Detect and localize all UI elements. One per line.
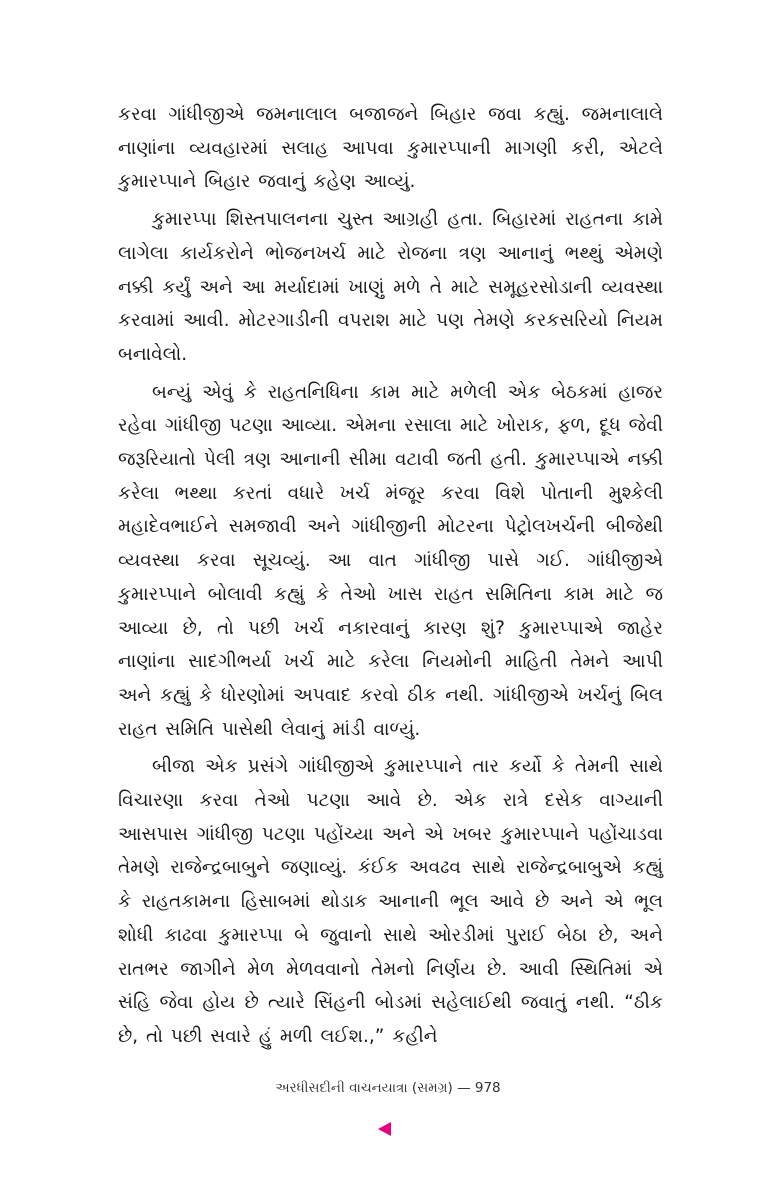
paragraph-1: કરવા ગાંધીજીએ જમનાલાલ બજાજને બિહાર જવા કહ્યું. જમનાલાલે નાણાંના વ્યવહારમાં સલાહ આપવા કુમારપ્પાની માગણી કરી, એટલે કુમારપ્પાને બિહાર જવાનું કહેણ આવ્યું. <box>118 104 663 193</box>
page-footer: અરધીસદીની વાચનયાત્રા (સમગ્ર) — 978 <box>275 1080 501 1096</box>
page-body <box>118 98 663 1058</box>
previous-page-triangle-left-icon[interactable] <box>378 1122 391 1136</box>
paragraph-3: બન્યું એવું કે રાહતનિધિના કામ માટે મળેલી એક બેઠકમાં હાજર રહેવા ગાંધીજી પટણા આવ્યા. એમના રસાલા માટે ખોરાક, ફળ, દૂધ જેવી જરૂરિયાતો પેલી ત્રણ આનાની સીમા વટાવી જતી હતી. કુમારપ્પાએ નક્કી કરેલા ભથ્થા કરતાં વધારે ખર્ચ મંજૂર કરવા વિશે પોતાની મુશ્કેલી મહાદેવભાઈને સમજાવી અને ગાંધીજીની મોટરના પેટ્રોલખર્ચની બીજેથી વ્યવસ્થા કરવા સૂચવ્યું. આ વાત ગાંધીજી પાસે ગઈ. ગાંધીજીએ કુમારપ્પાને બોલાવી કહ્યું કે તેઓ ખાસ રાહત સમિતિના કામ માટે જ આવ્યા છે, તો પછી ખર્ચ નકારવાનું કારણ શું? કુમારપ્પાએ જાહેર નાણાંના સાદગીભર્યા ખર્ચ માટે કરેલા નિયમોની માહિતી તેમને આપી અને કહ્યું કે ધોરણોમાં અપવાદ કરવો ઠીક નથી. ગાંધીજીએ ખર્ચનું બિલ રાહત સમિતિ પાસેથી લેવાનું માંડી વાળ્યું. <box>118 381 663 740</box>
paragraph-4: બીજા એક પ્રસંગે ગાંધીજીએ કુમારપ્પાને તાર કર્યો કે તેમની સાથે વિચારણા કરવા તેઓ પટણા આવે છે. એક રાત્રે દસેક વાગ્યાની આસપાસ ગાંધીજી પટણા પહોંચ્યા અને એ ખબર કુમારપ્પાને પહોંચાડવા તેમણે રાજેન્દ્રબાબુને જણાવ્યું. કંઈક અવઢવ સાથે રાજેન્દ્રબાબુએ કહ્યું કે રાહતકામના હિસાબમાં થોડાક આનાની ભૂલ આવે છે અને એ ભૂલ શોધી કાઢવા કુમારપ્પા બે જુવાનો સાથે ઓરડીમાં પુરાઈ બેઠા છે, અને રાતભર જાગીને મેળ મેળવવાનો તેમનો નિર્ણય છે. આવી સ્થિતિમાં એ સંહિ જેવા હોય છે ત્યારે સિંહની બોડમાં સહેલાઈથી જવાતું નથી. “ઠીક છે, તો પછી સવારે હું મળી લઈશ.,” કહીને <box>118 756 663 1047</box>
paragraph-2: કુમારપ્પા શિસ્તપાલનના ચુસ્ત આગ્રહી હતા. બિહારમાં રાહતના કામે લાગેલા કાર્યકરોને ભોજનખર્ચ માટે રોજના ત્રણ આનાનું ભથ્થું એમણે નક્કી કર્યું અને આ મર્યાદામાં ખાણું મળે તે માટે સમૂહરસોડાની વ્યવસ્થા કરવામાં આવી. મોટરગાડીની વપરાશ માટે પણ તેમણે કરકસરિયો નિયમ બનાવેલો. <box>118 209 663 365</box>
